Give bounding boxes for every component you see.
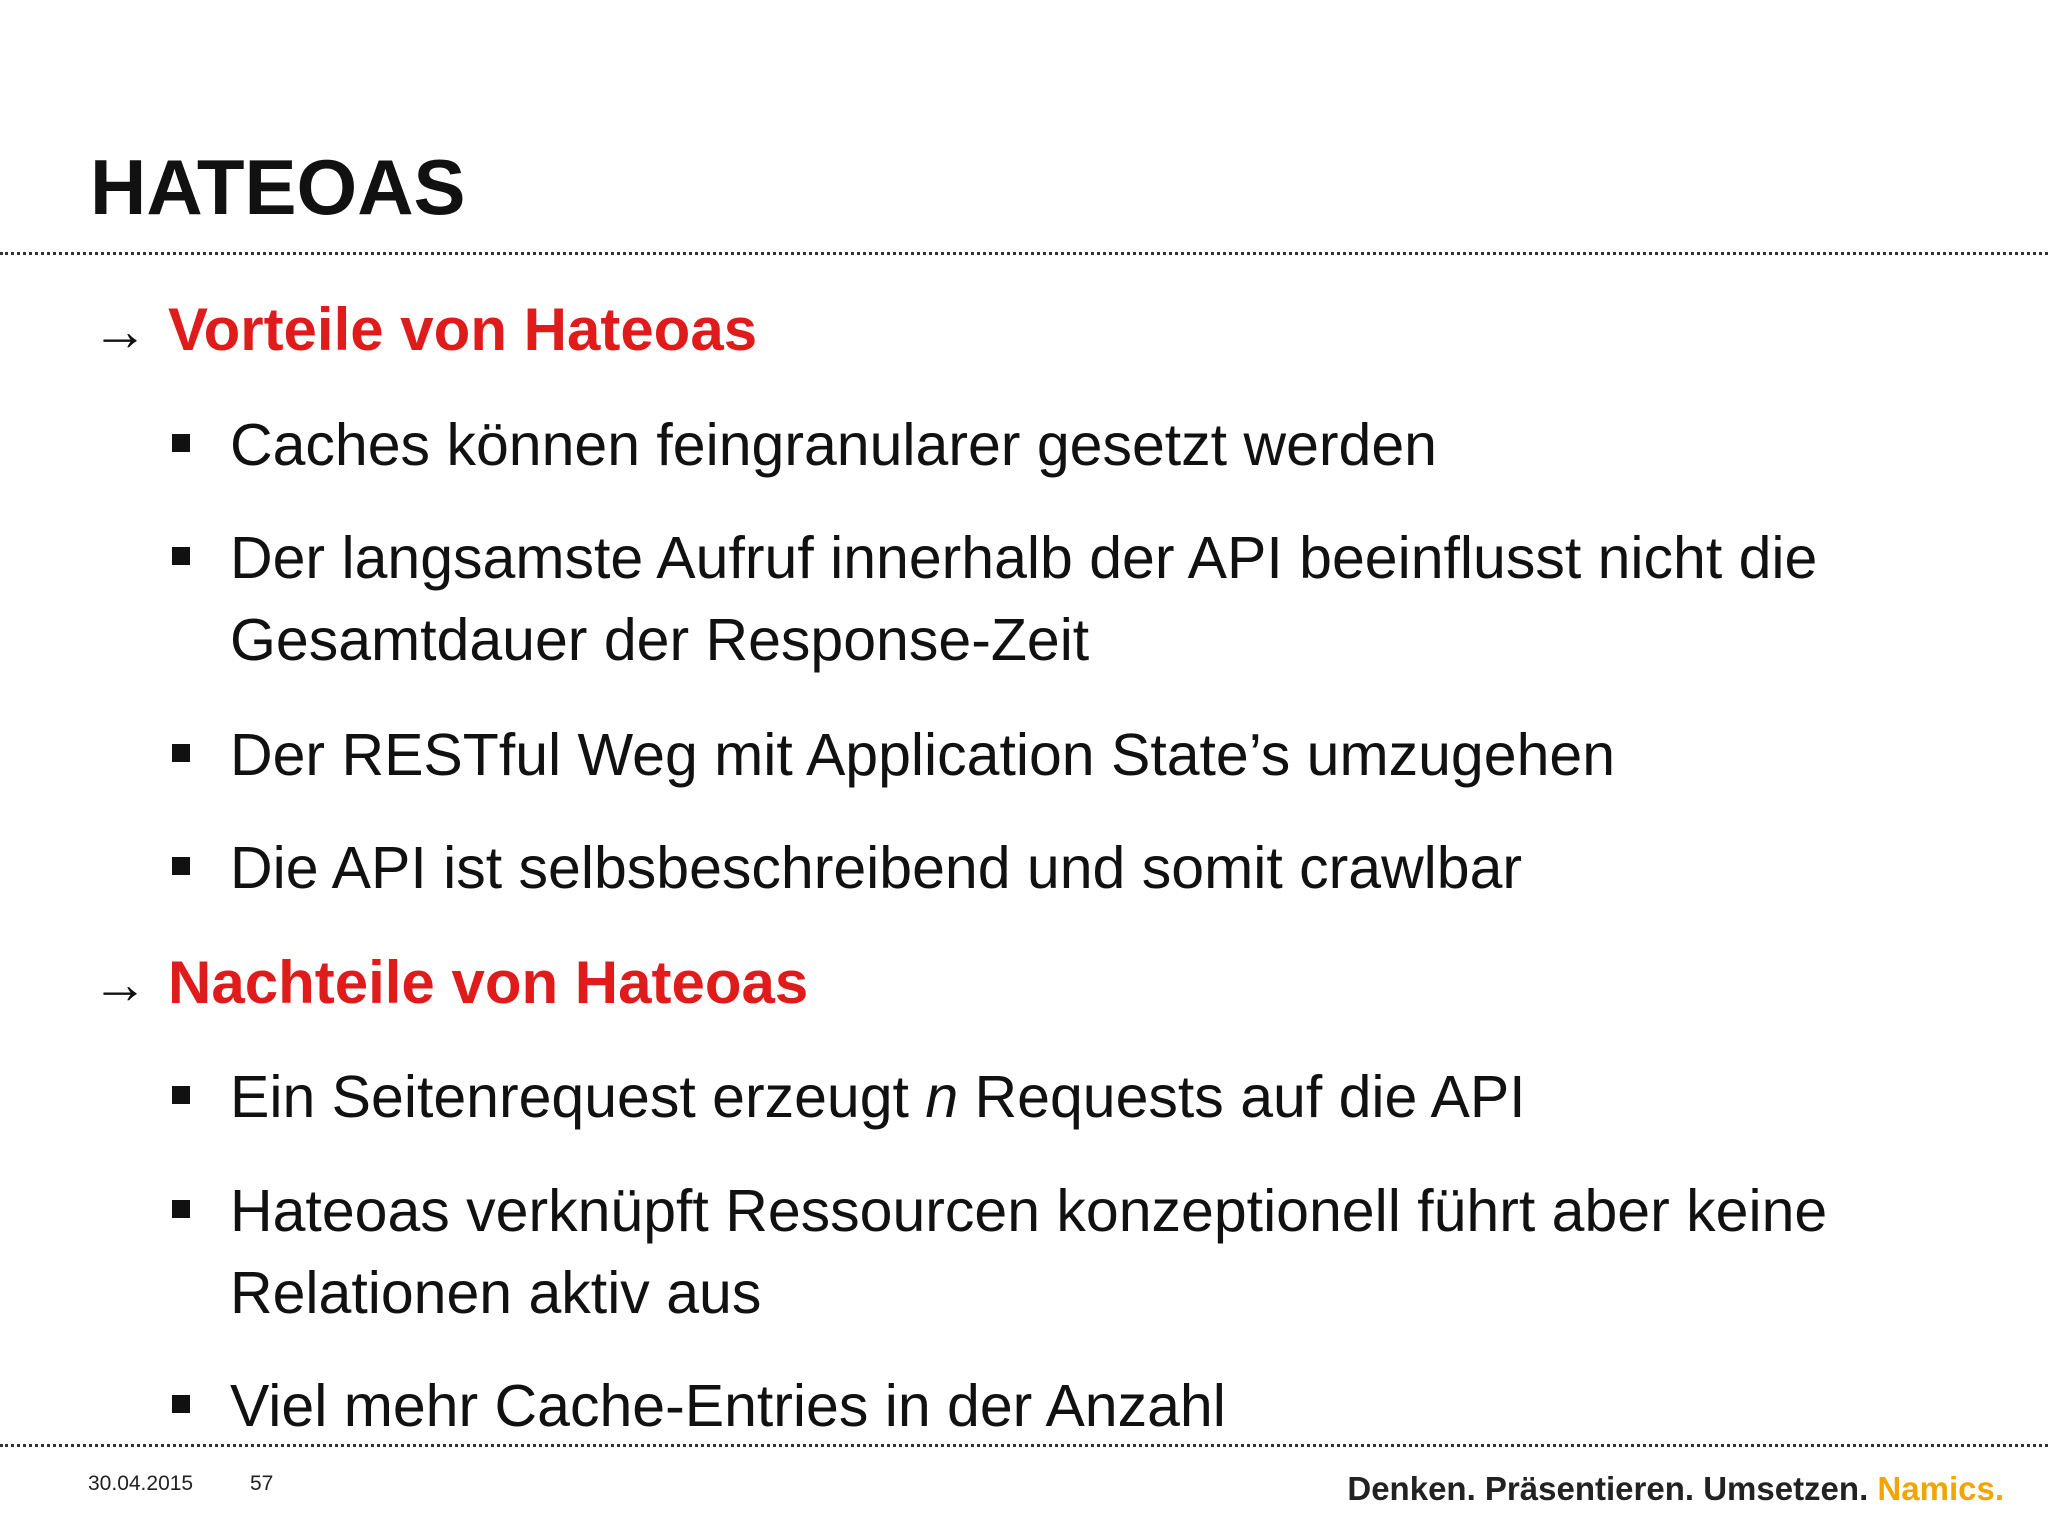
list-item — [172, 517, 1872, 681]
list-item-text: Der langsamste Aufruf innerhalb der API beeinflusst nicht die Gesamtdauer der Response-Zeit — [230, 525, 1818, 673]
list-item-text-end: Requests auf die API — [958, 1064, 1526, 1130]
footer-page-number: 57 — [250, 1472, 274, 1495]
footer-date: 30.04.2015 — [88, 1472, 194, 1495]
section-heading-text: Nachteile von Hateoas — [168, 949, 809, 1016]
list-item-text: Der RESTful Weg mit Application State’s umzugehen — [230, 722, 1616, 788]
square-bullet-icon — [172, 744, 190, 762]
section-heading-disadvantages — [92, 948, 808, 1019]
list-item-text — [230, 1056, 1526, 1138]
list-item-text: Hateoas verknüpft Ressourcen konzeptionell führt aber keine Relationen aktiv aus — [230, 1178, 1828, 1326]
italic-variable-n: n — [925, 1064, 959, 1130]
list-item-text: Viel mehr Cache-Entries in der Anzahl — [230, 1373, 1226, 1439]
list-item — [172, 1170, 1872, 1334]
list-item — [172, 1056, 1872, 1138]
footer-brand-name: Namics. — [1877, 1470, 2004, 1507]
list-item — [172, 714, 1872, 796]
list-item — [172, 1365, 1872, 1447]
square-bullet-icon — [172, 857, 190, 875]
square-bullet-icon — [172, 1395, 190, 1413]
section-heading-advantages — [92, 295, 757, 366]
list-item — [172, 827, 1872, 909]
arrow-right-icon: → — [92, 299, 148, 362]
list-item-text: Caches können feingranularer gesetzt werden — [230, 412, 1437, 478]
slide-title: HATEOAS — [90, 143, 466, 231]
section-heading-text: Vorteile von Hateoas — [168, 296, 758, 363]
square-bullet-icon — [172, 1086, 190, 1104]
square-bullet-icon — [172, 434, 190, 452]
arrow-right-icon: → — [92, 952, 148, 1015]
bottom-divider — [0, 1444, 2048, 1447]
list-item-text-start: Ein Seitenrequest erzeugt — [230, 1064, 926, 1130]
square-bullet-icon — [172, 547, 190, 565]
footer-slogan-text: Denken. Präsentieren. Umsetzen. — [1347, 1470, 1869, 1507]
footer-slogan — [1347, 1470, 2004, 1508]
square-bullet-icon — [172, 1200, 190, 1218]
list-item — [172, 404, 1872, 486]
list-item-text: Die API ist selbsbeschreibend und somit crawlbar — [230, 835, 1523, 901]
